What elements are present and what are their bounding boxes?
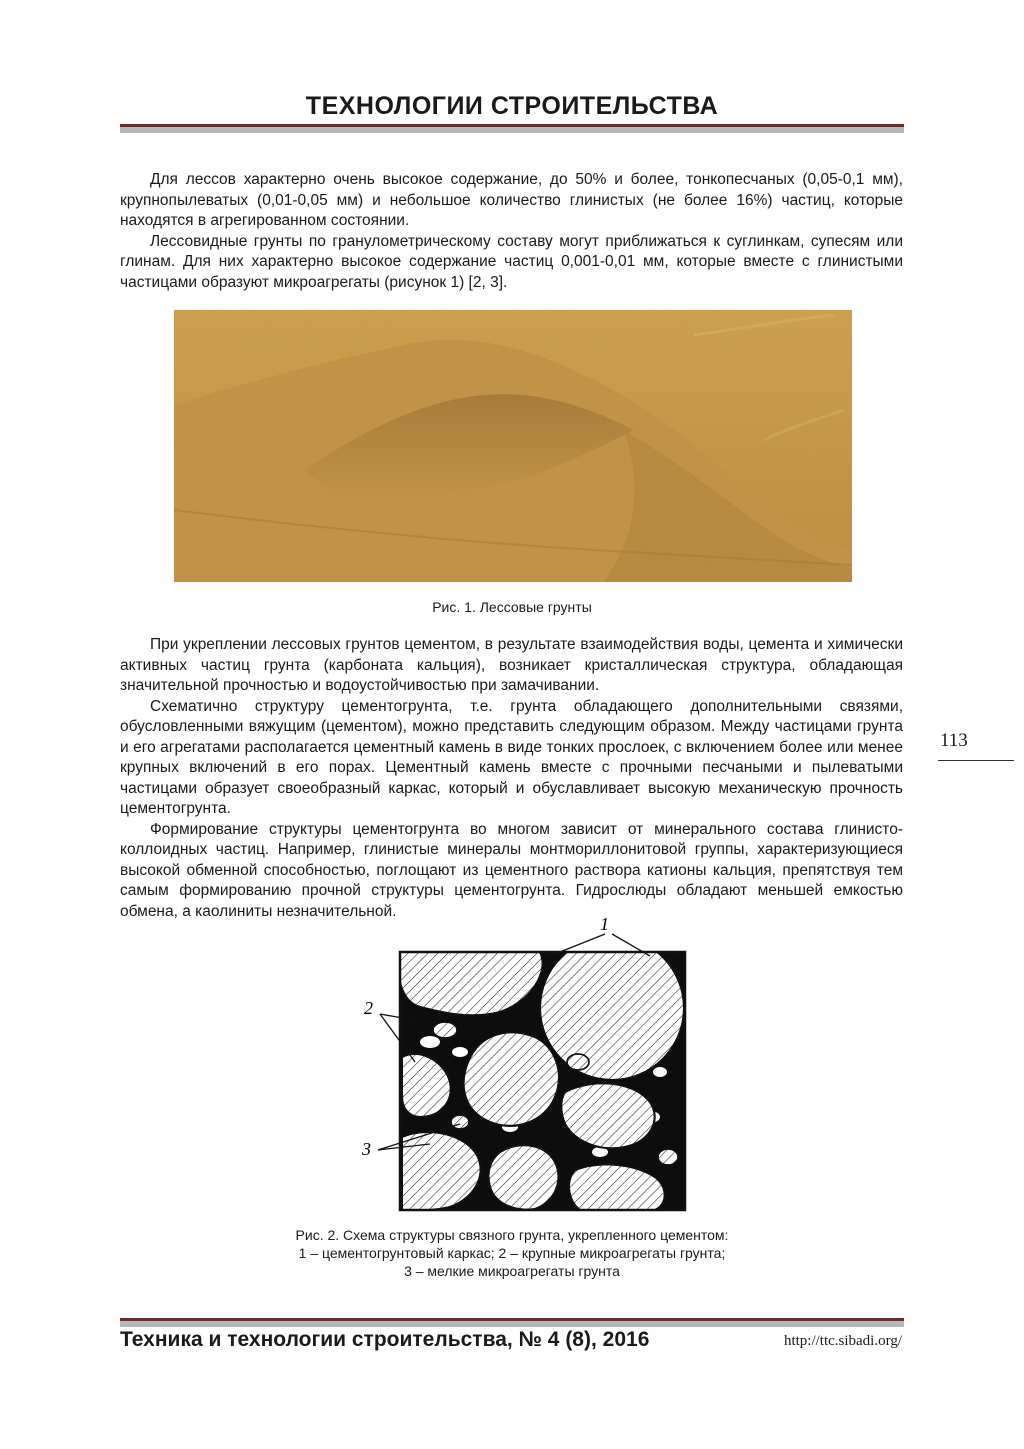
page-number: 113 — [940, 730, 968, 751]
figure1-caption: Рис. 1. Лессовые грунты — [432, 599, 592, 615]
paragraph: Формирование структуры цементогрунта во многом зависит от минерального состава глинисто-коллоидных частиц. Например, глинистые минералы монтмориллонитовой группы, характеризующиеся высокой обменной способностью, поглощают из цементного раствора катионы кальция, препятствуя тем самым формированию прочной структуры цементогрунта. Гидрослюды обладают меньшей емкостью обмена, а каолиниты незначительной. — [120, 820, 903, 920]
diagram-label-1: 1 — [600, 914, 609, 934]
figure2-caption — [120, 1226, 904, 1280]
paragraph: Лессовидные грунты по гранулометрическому составу могут приближаться к суглинкам, супесям или глинам. Для них характерно высокое содержание частиц 0,001-0,01 мм, которые вместе с глинистыми частицами образуют микроагрегаты (рисунок 1) [2, 3]. — [120, 232, 903, 291]
footer-rule — [120, 1318, 904, 1327]
text-block-top — [120, 170, 903, 293]
diagram-label-3: 3 — [362, 1139, 371, 1159]
caption-line: Рис. 2. Схема структуры связного грунта, укрепленного цементом: — [295, 1227, 729, 1243]
cement-soil-structure-diagram — [350, 912, 690, 1212]
page-title: ТЕХНОЛОГИИ СТРОИТЕЛЬСТВА — [305, 92, 719, 120]
header-rule — [120, 124, 904, 133]
loess-soil-photo — [174, 310, 852, 582]
caption-line: 1 – цементогрунтовый каркас; 2 – крупные микроагрегаты грунта; — [298, 1245, 726, 1261]
text-block-bottom — [120, 635, 903, 922]
journal-title: Техника и технологии строительства, № 4 (8), 2016 — [120, 1328, 650, 1351]
page-number-rule — [938, 760, 1014, 761]
journal-url[interactable]: http://ttc.sibadi.org/ — [783, 1333, 902, 1349]
caption-line: 3 – мелкие микроагрегаты грунта — [404, 1263, 620, 1279]
paragraph: При укреплении лессовых грунтов цементом, в результате взаимодействия воды, цемента и химически активных частиц грунта (карбоната кальция), возникает кристаллическая структура, обладающая значительной прочностью и водоустойчивостью при замачивании. — [120, 636, 903, 694]
paragraph: Для лессов характерно очень высокое содержание, до 50% и более, тонкопесчаных (0,05-0,1 мм), крупнопылеватых (0,01-0,05 мм) и небольшое количество глинистых (не более 16%) частиц, которые находятся в агрегированном состоянии. — [120, 171, 903, 229]
diagram-label-2: 2 — [364, 998, 373, 1018]
paragraph: Схематично структуру цементогрунта, т.е. грунта обладающего дополнительными связями, обусловленными вяжущим (цементом), можно представить следующим образом. Между частицами грунта и его агрегатами располагается цементный камень в виде тонких прослоек, с включением более или менее крупных включений в его порах. Цементный камень вместе с прочными песчаными и пылеватыми частицами образует своеобразный каркас, который и обуславливает высокую механическую прочность цементогрунта. — [120, 697, 903, 817]
